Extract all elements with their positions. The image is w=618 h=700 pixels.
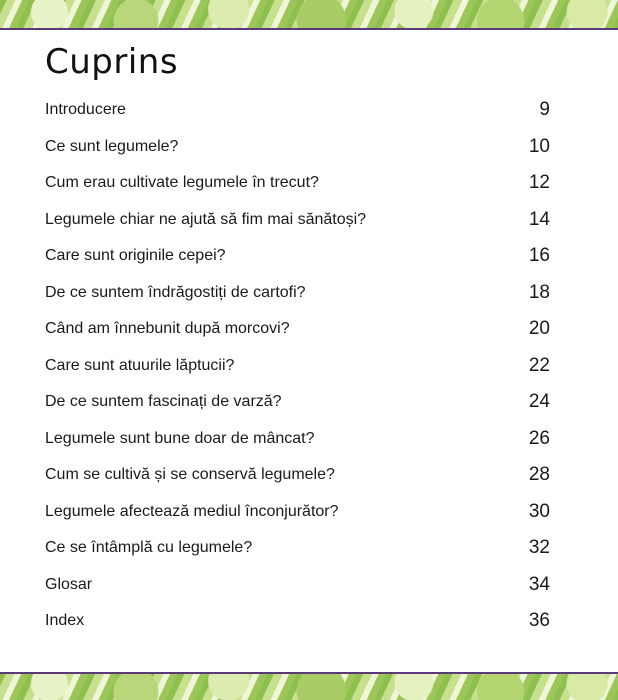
toc-entry[interactable] <box>45 238 550 275</box>
toc-entry-label: Index <box>45 612 85 630</box>
toc-entry-page: 36 <box>528 610 550 632</box>
top-leaf-border <box>0 0 618 30</box>
toc-entry-label: Ce se întâmplă cu legumele? <box>45 539 253 557</box>
toc-entry-page: 16 <box>528 245 550 267</box>
page-title: Cuprins <box>45 42 179 82</box>
toc-entry-label: Legumele sunt bune doar de mâncat? <box>45 429 315 447</box>
toc-entry[interactable] <box>45 92 550 129</box>
toc-entry[interactable] <box>45 202 550 239</box>
toc-entry[interactable] <box>45 567 550 604</box>
toc-entry-label: Introducere <box>45 101 126 119</box>
toc-entry-label: Legumele afectează mediul înconjurător? <box>45 502 339 520</box>
toc-entry-page: 20 <box>528 318 550 340</box>
toc-entry-label: Care sunt atuurile lăptucii? <box>45 356 235 374</box>
toc-entry-label: Când am înnebunit după morcovi? <box>45 320 290 338</box>
toc-entry-page: 22 <box>528 354 550 376</box>
toc-entry-label: Legumele chiar ne ajută să fim mai sănătoși? <box>45 210 367 228</box>
toc-entry-label: Cum erau cultivate legumele în trecut? <box>45 174 319 192</box>
toc-entry-page: 32 <box>528 537 550 559</box>
bottom-leaf-border <box>0 672 618 700</box>
toc-entry[interactable] <box>45 311 550 348</box>
toc-entry[interactable] <box>45 421 550 458</box>
toc-entry-page: 24 <box>528 391 550 413</box>
table-of-contents <box>45 92 550 640</box>
toc-entry[interactable] <box>45 457 550 494</box>
toc-entry[interactable] <box>45 348 550 385</box>
toc-entry-page: 26 <box>528 427 550 449</box>
toc-entry[interactable] <box>45 275 550 312</box>
toc-entry[interactable] <box>45 129 550 166</box>
toc-entry-label: Care sunt originile cepei? <box>45 247 226 265</box>
toc-entry-label: De ce suntem fascinați de varză? <box>45 393 282 411</box>
toc-entry-label: Cum se cultivă și se conservă legumele? <box>45 466 335 484</box>
toc-entry[interactable] <box>45 530 550 567</box>
toc-entry-label: Glosar <box>45 575 93 593</box>
toc-entry-page: 10 <box>528 135 550 157</box>
toc-entry-page: 12 <box>528 172 550 194</box>
toc-entry[interactable] <box>45 494 550 531</box>
toc-entry-label: Ce sunt legumele? <box>45 137 179 155</box>
toc-entry-label: De ce suntem îndrăgostiți de cartofi? <box>45 283 306 301</box>
toc-entry-page: 14 <box>528 208 550 230</box>
toc-entry[interactable] <box>45 384 550 421</box>
toc-entry-page: 9 <box>539 99 550 121</box>
toc-entry-page: 28 <box>528 464 550 486</box>
toc-entry-page: 18 <box>528 281 550 303</box>
toc-entry[interactable] <box>45 165 550 202</box>
toc-entry-page: 34 <box>528 573 550 595</box>
toc-entry-page: 30 <box>528 500 550 522</box>
toc-entry[interactable] <box>45 603 550 640</box>
